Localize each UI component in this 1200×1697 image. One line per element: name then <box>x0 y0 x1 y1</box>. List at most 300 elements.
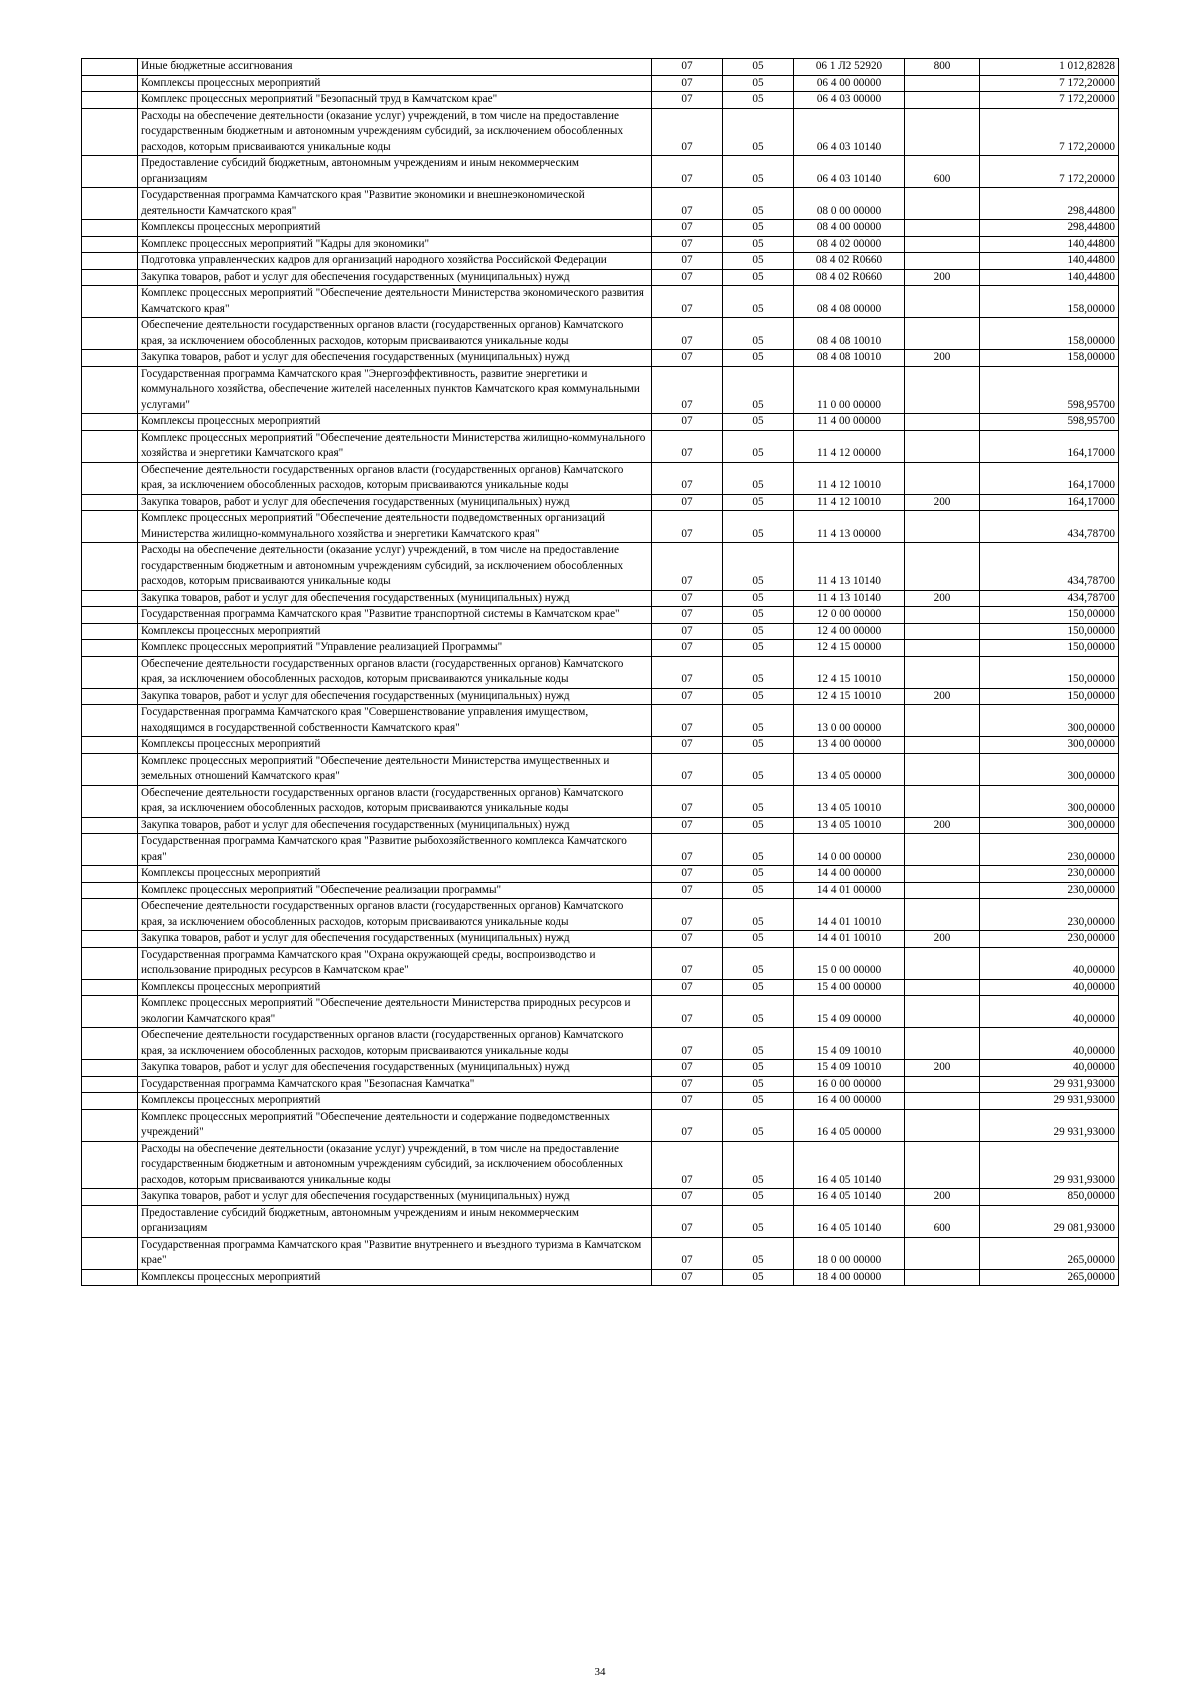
row-number-cell <box>82 92 138 109</box>
section-code-cell: 07 <box>652 607 723 624</box>
section-code-cell: 07 <box>652 1141 723 1189</box>
row-number-cell <box>82 947 138 979</box>
target-article-code-cell: 16 4 05 10140 <box>794 1141 905 1189</box>
row-name-cell: Комплекс процессных мероприятий "Обеспечение деятельности подведомственных организаций Министерства жилищно-коммунального хозяйства и энергетики Камчатского края" <box>138 511 652 543</box>
row-name-cell: Комплекс процессных мероприятий "Кадры для экономики" <box>138 236 652 253</box>
table-row <box>82 108 1119 156</box>
row-name-cell: Комплекс процессных мероприятий "Безопасный труд в Камчатском крае" <box>138 92 652 109</box>
target-article-code-cell: 12 4 15 00000 <box>794 640 905 657</box>
row-number-cell <box>82 108 138 156</box>
expense-type-code-cell <box>905 737 980 754</box>
row-number-cell <box>82 817 138 834</box>
expense-type-code-cell: 200 <box>905 350 980 367</box>
row-name-cell: Комплекс процессных мероприятий "Управление реализацией Программы" <box>138 640 652 657</box>
row-name-cell: Комплексы процессных мероприятий <box>138 1093 652 1110</box>
amount-cell: 40,00000 <box>980 979 1119 996</box>
expense-type-code-cell <box>905 75 980 92</box>
row-number-cell <box>82 59 138 76</box>
table-row <box>82 1109 1119 1141</box>
amount-cell: 40,00000 <box>980 1060 1119 1077</box>
target-article-code-cell: 06 4 03 00000 <box>794 92 905 109</box>
expense-type-code-cell: 200 <box>905 269 980 286</box>
amount-cell: 7 172,20000 <box>980 75 1119 92</box>
expense-type-code-cell: 200 <box>905 590 980 607</box>
row-number-cell <box>82 785 138 817</box>
table-row <box>82 785 1119 817</box>
expense-type-code-cell <box>905 785 980 817</box>
expense-type-code-cell <box>905 979 980 996</box>
section-code-cell: 07 <box>652 75 723 92</box>
expense-type-code-cell <box>905 882 980 899</box>
target-article-code-cell: 06 4 03 10140 <box>794 108 905 156</box>
table-row <box>82 75 1119 92</box>
amount-cell: 158,00000 <box>980 286 1119 318</box>
table-row <box>82 543 1119 591</box>
target-article-code-cell: 12 4 15 10010 <box>794 688 905 705</box>
row-name-cell: Обеспечение деятельности государственных органов власти (государственных органов) Камчатского края, за исключением обособленных расходов, которым присваиваются уникальные коды <box>138 462 652 494</box>
target-article-code-cell: 12 4 15 10010 <box>794 656 905 688</box>
expense-type-code-cell <box>905 705 980 737</box>
section-code-cell: 07 <box>652 817 723 834</box>
section-code-cell: 07 <box>652 108 723 156</box>
row-number-cell <box>82 931 138 948</box>
amount-cell: 140,44800 <box>980 253 1119 270</box>
amount-cell: 300,00000 <box>980 785 1119 817</box>
row-name-cell: Расходы на обеспечение деятельности (оказание услуг) учреждений, в том числе на предоставление государственным бюджетным и автономным учреждениям субсидий, за исключением обособленных расходов, которым присваиваются уникальные коды <box>138 543 652 591</box>
subsection-code-cell: 05 <box>723 656 794 688</box>
expense-type-code-cell <box>905 1237 980 1269</box>
amount-cell: 230,00000 <box>980 882 1119 899</box>
subsection-code-cell: 05 <box>723 737 794 754</box>
expense-type-code-cell: 600 <box>905 156 980 188</box>
subsection-code-cell: 05 <box>723 753 794 785</box>
target-article-code-cell: 08 0 00 00000 <box>794 188 905 220</box>
row-name-cell: Обеспечение деятельности государственных органов власти (государственных органов) Камчатского края, за исключением обособленных расходов, которым присваиваются уникальные коды <box>138 318 652 350</box>
target-article-code-cell: 11 4 12 10010 <box>794 494 905 511</box>
section-code-cell: 07 <box>652 414 723 431</box>
amount-cell: 29 931,93000 <box>980 1141 1119 1189</box>
section-code-cell: 07 <box>652 899 723 931</box>
section-code-cell: 07 <box>652 220 723 237</box>
target-article-code-cell: 11 4 13 10140 <box>794 590 905 607</box>
section-code-cell: 07 <box>652 834 723 866</box>
target-article-code-cell: 13 4 05 10010 <box>794 817 905 834</box>
section-code-cell: 07 <box>652 350 723 367</box>
row-name-cell: Комплексы процессных мероприятий <box>138 866 652 883</box>
amount-cell: 164,17000 <box>980 462 1119 494</box>
row-name-cell: Комплексы процессных мероприятий <box>138 737 652 754</box>
amount-cell: 434,78700 <box>980 511 1119 543</box>
table-row <box>82 366 1119 414</box>
expense-type-code-cell <box>905 1109 980 1141</box>
table-row <box>82 511 1119 543</box>
row-name-cell: Закупка товаров, работ и услуг для обеспечения государственных (муниципальных) нужд <box>138 269 652 286</box>
subsection-code-cell: 05 <box>723 996 794 1028</box>
row-number-cell <box>82 623 138 640</box>
expense-type-code-cell: 600 <box>905 1205 980 1237</box>
expense-type-code-cell <box>905 640 980 657</box>
row-number-cell <box>82 414 138 431</box>
row-name-cell: Комплексы процессных мероприятий <box>138 414 652 431</box>
table-row <box>82 253 1119 270</box>
subsection-code-cell: 05 <box>723 511 794 543</box>
table-row <box>82 640 1119 657</box>
row-number-cell <box>82 656 138 688</box>
section-code-cell: 07 <box>652 59 723 76</box>
row-number-cell <box>82 705 138 737</box>
section-code-cell: 07 <box>652 188 723 220</box>
expense-type-code-cell <box>905 1141 980 1189</box>
section-code-cell: 07 <box>652 1028 723 1060</box>
row-number-cell <box>82 1093 138 1110</box>
row-name-cell: Комплекс процессных мероприятий "Обеспечение деятельности Министерства имущественных и земельных отношений Камчатского края" <box>138 753 652 785</box>
section-code-cell: 07 <box>652 543 723 591</box>
row-number-cell <box>82 1109 138 1141</box>
expense-type-code-cell <box>905 511 980 543</box>
section-code-cell: 07 <box>652 1093 723 1110</box>
subsection-code-cell: 05 <box>723 1093 794 1110</box>
table-row <box>82 866 1119 883</box>
row-number-cell <box>82 979 138 996</box>
subsection-code-cell: 05 <box>723 1237 794 1269</box>
table-row <box>82 656 1119 688</box>
subsection-code-cell: 05 <box>723 979 794 996</box>
row-number-cell <box>82 350 138 367</box>
table-row <box>82 899 1119 931</box>
budget-table <box>81 58 1119 1286</box>
table-row <box>82 882 1119 899</box>
expense-type-code-cell <box>905 947 980 979</box>
table-row <box>82 1028 1119 1060</box>
row-number-cell <box>82 1237 138 1269</box>
subsection-code-cell: 05 <box>723 899 794 931</box>
row-number-cell <box>82 688 138 705</box>
expense-type-code-cell <box>905 430 980 462</box>
expense-type-code-cell <box>905 607 980 624</box>
subsection-code-cell: 05 <box>723 1076 794 1093</box>
table-row <box>82 430 1119 462</box>
subsection-code-cell: 05 <box>723 1109 794 1141</box>
section-code-cell: 07 <box>652 318 723 350</box>
subsection-code-cell: 05 <box>723 543 794 591</box>
subsection-code-cell: 05 <box>723 1060 794 1077</box>
row-name-cell: Закупка товаров, работ и услуг для обеспечения государственных (муниципальных) нужд <box>138 1189 652 1206</box>
row-number-cell <box>82 899 138 931</box>
subsection-code-cell: 05 <box>723 834 794 866</box>
target-article-code-cell: 14 4 01 00000 <box>794 882 905 899</box>
amount-cell: 150,00000 <box>980 688 1119 705</box>
target-article-code-cell: 12 0 00 00000 <box>794 607 905 624</box>
target-article-code-cell: 15 4 09 10010 <box>794 1028 905 1060</box>
target-article-code-cell: 13 4 00 00000 <box>794 737 905 754</box>
row-number-cell <box>82 269 138 286</box>
row-name-cell: Комплекс процессных мероприятий "Обеспечение деятельности Министерства жилищно-коммунального хозяйства и энергетики Камчатского края" <box>138 430 652 462</box>
table-row <box>82 737 1119 754</box>
table-row <box>82 607 1119 624</box>
table-row <box>82 220 1119 237</box>
row-number-cell <box>82 1269 138 1286</box>
section-code-cell: 07 <box>652 92 723 109</box>
amount-cell: 300,00000 <box>980 705 1119 737</box>
target-article-code-cell: 14 4 01 10010 <box>794 931 905 948</box>
table-row <box>82 1076 1119 1093</box>
row-name-cell: Государственная программа Камчатского края "Совершенствование управления имуществом, находящимся в государственной собственности Камчатского края" <box>138 705 652 737</box>
target-article-code-cell: 11 4 12 10010 <box>794 462 905 494</box>
amount-cell: 230,00000 <box>980 834 1119 866</box>
section-code-cell: 07 <box>652 1205 723 1237</box>
section-code-cell: 07 <box>652 753 723 785</box>
expense-type-code-cell <box>905 108 980 156</box>
amount-cell: 7 172,20000 <box>980 108 1119 156</box>
row-name-cell: Государственная программа Камчатского края "Безопасная Камчатка" <box>138 1076 652 1093</box>
amount-cell: 265,00000 <box>980 1237 1119 1269</box>
row-number-cell <box>82 286 138 318</box>
expense-type-code-cell <box>905 1028 980 1060</box>
section-code-cell: 07 <box>652 705 723 737</box>
amount-cell: 230,00000 <box>980 899 1119 931</box>
amount-cell: 40,00000 <box>980 1028 1119 1060</box>
row-name-cell: Государственная программа Камчатского края "Охрана окружающей среды, воспроизводство и использование природных ресурсов в Камчатском крае" <box>138 947 652 979</box>
table-row <box>82 979 1119 996</box>
amount-cell: 230,00000 <box>980 931 1119 948</box>
subsection-code-cell: 05 <box>723 607 794 624</box>
subsection-code-cell: 05 <box>723 92 794 109</box>
target-article-code-cell: 14 4 00 00000 <box>794 866 905 883</box>
row-name-cell: Предоставление субсидий бюджетным, автономным учреждениям и иным некоммерческим организациям <box>138 156 652 188</box>
row-name-cell: Расходы на обеспечение деятельности (оказание услуг) учреждений, в том числе на предоставление государственным бюджетным и автономным учреждениям субсидий, за исключением обособленных расходов, которым присваиваются уникальные коды <box>138 1141 652 1189</box>
target-article-code-cell: 15 4 09 10010 <box>794 1060 905 1077</box>
table-row <box>82 188 1119 220</box>
section-code-cell: 07 <box>652 1076 723 1093</box>
expense-type-code-cell <box>905 543 980 591</box>
section-code-cell: 07 <box>652 688 723 705</box>
expense-type-code-cell: 200 <box>905 688 980 705</box>
table-row <box>82 494 1119 511</box>
amount-cell: 850,00000 <box>980 1189 1119 1206</box>
subsection-code-cell: 05 <box>723 1269 794 1286</box>
subsection-code-cell: 05 <box>723 947 794 979</box>
row-number-cell <box>82 462 138 494</box>
target-article-code-cell: 08 4 02 00000 <box>794 236 905 253</box>
amount-cell: 265,00000 <box>980 1269 1119 1286</box>
row-number-cell <box>82 866 138 883</box>
table-row <box>82 1093 1119 1110</box>
amount-cell: 300,00000 <box>980 753 1119 785</box>
expense-type-code-cell: 200 <box>905 817 980 834</box>
row-number-cell <box>82 1060 138 1077</box>
amount-cell: 29 931,93000 <box>980 1093 1119 1110</box>
row-number-cell <box>82 75 138 92</box>
expense-type-code-cell <box>905 253 980 270</box>
subsection-code-cell: 05 <box>723 59 794 76</box>
amount-cell: 158,00000 <box>980 318 1119 350</box>
row-number-cell <box>82 220 138 237</box>
section-code-cell: 07 <box>652 156 723 188</box>
subsection-code-cell: 05 <box>723 866 794 883</box>
subsection-code-cell: 05 <box>723 350 794 367</box>
target-article-code-cell: 14 0 00 00000 <box>794 834 905 866</box>
row-name-cell: Государственная программа Камчатского края "Энергоэффективность, развитие энергетики и коммунального хозяйства, обеспечение жителей населенных пунктов Камчатского края коммунальными услугами" <box>138 366 652 414</box>
row-number-cell <box>82 253 138 270</box>
expense-type-code-cell <box>905 623 980 640</box>
subsection-code-cell: 05 <box>723 623 794 640</box>
amount-cell: 40,00000 <box>980 947 1119 979</box>
amount-cell: 598,95700 <box>980 366 1119 414</box>
amount-cell: 1 012,82828 <box>980 59 1119 76</box>
amount-cell: 40,00000 <box>980 996 1119 1028</box>
row-number-cell <box>82 834 138 866</box>
row-name-cell: Закупка товаров, работ и услуг для обеспечения государственных (муниципальных) нужд <box>138 494 652 511</box>
expense-type-code-cell: 200 <box>905 1060 980 1077</box>
target-article-code-cell: 16 4 05 10140 <box>794 1189 905 1206</box>
target-article-code-cell: 13 0 00 00000 <box>794 705 905 737</box>
target-article-code-cell: 11 4 12 00000 <box>794 430 905 462</box>
expense-type-code-cell <box>905 220 980 237</box>
target-article-code-cell: 16 4 00 00000 <box>794 1093 905 1110</box>
expense-type-code-cell: 800 <box>905 59 980 76</box>
section-code-cell: 07 <box>652 430 723 462</box>
table-row <box>82 931 1119 948</box>
expense-type-code-cell <box>905 188 980 220</box>
subsection-code-cell: 05 <box>723 414 794 431</box>
table-row <box>82 269 1119 286</box>
expense-type-code-cell <box>905 318 980 350</box>
amount-cell: 150,00000 <box>980 656 1119 688</box>
row-number-cell <box>82 318 138 350</box>
section-code-cell: 07 <box>652 590 723 607</box>
expense-type-code-cell <box>905 366 980 414</box>
amount-cell: 150,00000 <box>980 623 1119 640</box>
amount-cell: 298,44800 <box>980 220 1119 237</box>
page-number: 34 <box>594 1666 606 1678</box>
subsection-code-cell: 05 <box>723 1028 794 1060</box>
row-name-cell: Закупка товаров, работ и услуг для обеспечения государственных (муниципальных) нужд <box>138 817 652 834</box>
expense-type-code-cell <box>905 866 980 883</box>
target-article-code-cell: 11 4 13 00000 <box>794 511 905 543</box>
amount-cell: 150,00000 <box>980 607 1119 624</box>
table-row <box>82 705 1119 737</box>
subsection-code-cell: 05 <box>723 590 794 607</box>
section-code-cell: 07 <box>652 882 723 899</box>
amount-cell: 434,78700 <box>980 543 1119 591</box>
section-code-cell: 07 <box>652 1109 723 1141</box>
section-code-cell: 07 <box>652 286 723 318</box>
subsection-code-cell: 05 <box>723 253 794 270</box>
table-row <box>82 59 1119 76</box>
amount-cell: 29 931,93000 <box>980 1076 1119 1093</box>
amount-cell: 140,44800 <box>980 236 1119 253</box>
target-article-code-cell: 06 4 03 10140 <box>794 156 905 188</box>
row-number-cell <box>82 753 138 785</box>
amount-cell: 158,00000 <box>980 350 1119 367</box>
target-article-code-cell: 08 4 08 00000 <box>794 286 905 318</box>
target-article-code-cell: 11 4 00 00000 <box>794 414 905 431</box>
target-article-code-cell: 12 4 00 00000 <box>794 623 905 640</box>
subsection-code-cell: 05 <box>723 286 794 318</box>
row-number-cell <box>82 737 138 754</box>
row-name-cell: Государственная программа Камчатского края "Развитие экономики и внешнеэкономической деятельности Камчатского края" <box>138 188 652 220</box>
table-row <box>82 350 1119 367</box>
expense-type-code-cell: 200 <box>905 1189 980 1206</box>
target-article-code-cell: 15 0 00 00000 <box>794 947 905 979</box>
target-article-code-cell: 06 1 Л2 52920 <box>794 59 905 76</box>
row-name-cell: Обеспечение деятельности государственных органов власти (государственных органов) Камчатского края, за исключением обособленных расходов, которым присваиваются уникальные коды <box>138 656 652 688</box>
section-code-cell: 07 <box>652 1269 723 1286</box>
row-name-cell: Предоставление субсидий бюджетным, автономным учреждениям и иным некоммерческим организациям <box>138 1205 652 1237</box>
amount-cell: 150,00000 <box>980 640 1119 657</box>
row-number-cell <box>82 1028 138 1060</box>
subsection-code-cell: 05 <box>723 640 794 657</box>
target-article-code-cell: 08 4 08 10010 <box>794 350 905 367</box>
subsection-code-cell: 05 <box>723 931 794 948</box>
amount-cell: 300,00000 <box>980 817 1119 834</box>
table-row <box>82 1141 1119 1189</box>
amount-cell: 598,95700 <box>980 414 1119 431</box>
target-article-code-cell: 13 4 05 10010 <box>794 785 905 817</box>
expense-type-code-cell <box>905 1269 980 1286</box>
row-name-cell: Государственная программа Камчатского края "Развитие внутреннего и въездного туризма в Камчатском крае" <box>138 1237 652 1269</box>
target-article-code-cell: 08 4 02 R0660 <box>794 253 905 270</box>
expense-type-code-cell <box>905 899 980 931</box>
amount-cell: 434,78700 <box>980 590 1119 607</box>
subsection-code-cell: 05 <box>723 494 794 511</box>
table-row <box>82 156 1119 188</box>
section-code-cell: 07 <box>652 640 723 657</box>
amount-cell: 230,00000 <box>980 866 1119 883</box>
subsection-code-cell: 05 <box>723 236 794 253</box>
row-number-cell <box>82 543 138 591</box>
table-row <box>82 1060 1119 1077</box>
row-number-cell <box>82 1205 138 1237</box>
subsection-code-cell: 05 <box>723 705 794 737</box>
section-code-cell: 07 <box>652 269 723 286</box>
section-code-cell: 07 <box>652 366 723 414</box>
table-row <box>82 414 1119 431</box>
row-number-cell <box>82 156 138 188</box>
section-code-cell: 07 <box>652 1237 723 1269</box>
amount-cell: 29 081,93000 <box>980 1205 1119 1237</box>
budget-table-body <box>82 59 1119 1286</box>
target-article-code-cell: 08 4 08 10010 <box>794 318 905 350</box>
section-code-cell: 07 <box>652 866 723 883</box>
table-row <box>82 462 1119 494</box>
row-number-cell <box>82 511 138 543</box>
table-row <box>82 1189 1119 1206</box>
amount-cell: 7 172,20000 <box>980 156 1119 188</box>
table-row <box>82 1237 1119 1269</box>
expense-type-code-cell: 200 <box>905 931 980 948</box>
section-code-cell: 07 <box>652 1189 723 1206</box>
subsection-code-cell: 05 <box>723 269 794 286</box>
row-name-cell: Закупка товаров, работ и услуг для обеспечения государственных (муниципальных) нужд <box>138 1060 652 1077</box>
expense-type-code-cell <box>905 996 980 1028</box>
row-number-cell <box>82 882 138 899</box>
section-code-cell: 07 <box>652 462 723 494</box>
expense-type-code-cell <box>905 834 980 866</box>
amount-cell: 29 931,93000 <box>980 1109 1119 1141</box>
row-name-cell: Обеспечение деятельности государственных органов власти (государственных органов) Камчатского края, за исключением обособленных расходов, которым присваиваются уникальные коды <box>138 899 652 931</box>
row-name-cell: Комплекс процессных мероприятий "Обеспечение деятельности Министерства природных ресурсов и экологии Камчатского края" <box>138 996 652 1028</box>
target-article-code-cell: 08 4 02 R0660 <box>794 269 905 286</box>
subsection-code-cell: 05 <box>723 108 794 156</box>
amount-cell: 7 172,20000 <box>980 92 1119 109</box>
table-row <box>82 318 1119 350</box>
section-code-cell: 07 <box>652 511 723 543</box>
table-row <box>82 753 1119 785</box>
section-code-cell: 07 <box>652 996 723 1028</box>
expense-type-code-cell <box>905 753 980 785</box>
subsection-code-cell: 05 <box>723 817 794 834</box>
